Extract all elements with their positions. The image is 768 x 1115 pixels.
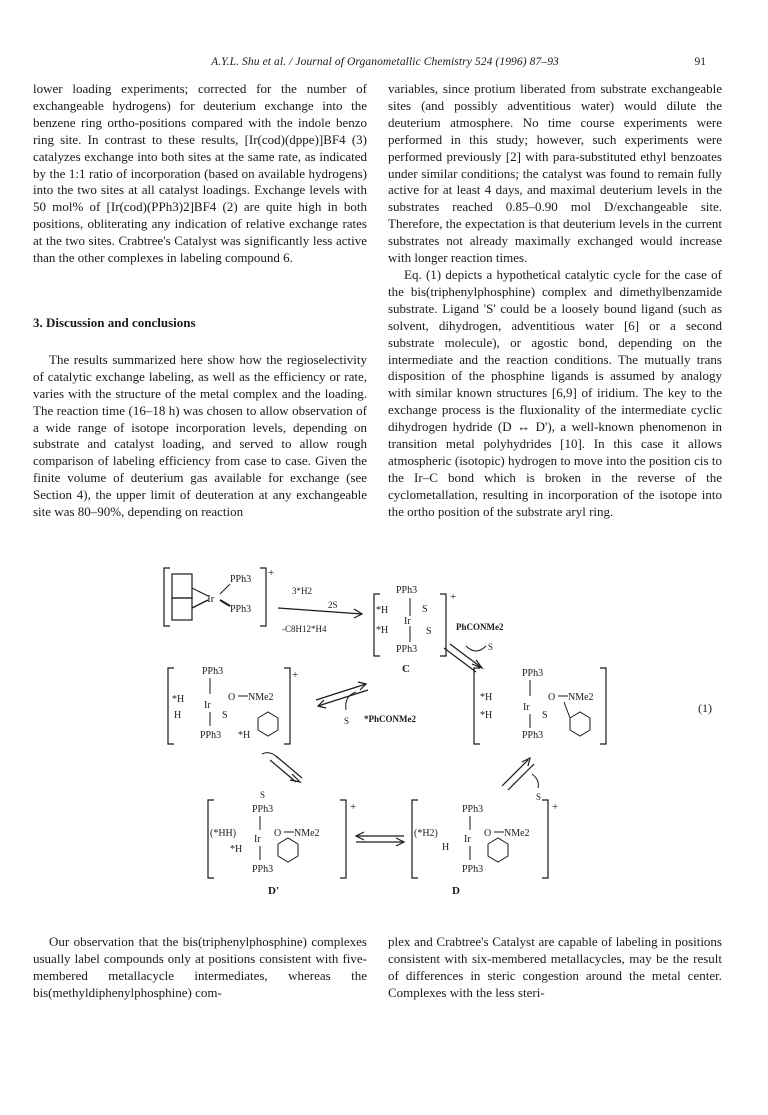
nme2-label: NMe2 — [294, 828, 320, 839]
hstar-label: *H — [480, 710, 493, 721]
paragraph-observation: Our observation that the bis(triphenylphosphine) complexes usually label compounds only at positions consistent with five-membered metallacycle intermediates, whereas the bis(methyldiphenylphosphine) com- — [33, 934, 367, 1000]
pph3-label: PPh3 — [396, 644, 418, 655]
nme2-label: NMe2 — [248, 692, 274, 703]
label-c: C — [402, 663, 410, 675]
pph3-label: PPh3 — [462, 804, 484, 815]
complex-left — [168, 666, 298, 744]
left-down-arrows — [260, 753, 302, 800]
s-ligand: S — [488, 642, 494, 652]
pph3-label: PPh3 — [200, 730, 222, 741]
arrow-c-to-right — [444, 642, 493, 672]
paragraph-continuation: plex and Crabtree's Catalyst are capable of labeling in positions consistent with six-membered metallacycles, may be the result of differences in steric congestion around the metal center. Complexes with the less steri- — [388, 934, 722, 1000]
complex-right — [474, 668, 606, 744]
substrate-star-label: *PhCONMe2 — [364, 714, 416, 724]
o-label: O — [274, 828, 282, 839]
pph3-label: PPh3 — [252, 804, 274, 815]
pph3-label: PPh3 — [202, 666, 224, 677]
catalytic-cycle-scheme — [150, 560, 750, 895]
right-column-top — [388, 81, 722, 521]
ir-label: Ir — [204, 700, 211, 711]
complex-d-prime — [208, 800, 356, 895]
hstar-label: *H — [230, 844, 243, 855]
arrow-to-c — [278, 586, 362, 634]
pph3-label: PPh3 — [522, 668, 544, 679]
hh-star-label: (*HH) — [210, 828, 237, 839]
o-label: O — [484, 828, 492, 839]
nme2-label: NMe2 — [504, 828, 530, 839]
ir-label: Ir — [464, 834, 471, 845]
d-dprime-equilibrium — [356, 832, 404, 846]
ir-label: Ir — [254, 834, 261, 845]
byproduct-label: -C8H12*H4 — [282, 624, 327, 634]
hstar-label: *H — [376, 605, 389, 616]
s-ligand: S — [422, 604, 428, 615]
h-label: H — [174, 710, 182, 721]
pph3-label: PPh3 — [252, 864, 274, 875]
right-up-arrows — [502, 758, 541, 802]
s-ligand: S — [536, 792, 542, 802]
ir-label: Ir — [523, 702, 530, 713]
hstar-label: *H — [238, 730, 251, 741]
paragraph-results-end: lower loading experiments; corrected for the number of exchangeable hydrogens) for deuterium exchange into the benzene ring ortho-positions compared with the indole benzo ring site. In contrast to these results, [Ir(cod)(dppe)]BF4 (3) catalyzes exchange into both sites at the same rate, as indicated by the 1:1 ratio of incorporation (based on available hydrogens) into the two sites at all catalyst loadings. Exchange levels with 50 mol% of [Ir(cod)(PPh3)2]BF4 (2) are quite high in both positions, obliterating any indication of relative exchange rates at the two sites. Crabtree's Catalyst was significantly less active than the other complexes in labeling compound 6. — [33, 81, 367, 266]
charge-plus: + — [292, 669, 299, 681]
hstar-label: *H — [172, 694, 185, 705]
running-head — [0, 56, 768, 72]
s-ligand: S — [426, 626, 432, 637]
reagent-h2: 3*H2 — [292, 586, 312, 596]
h-label: H — [442, 842, 450, 853]
charge-plus: + — [350, 801, 357, 813]
left-column-bottom — [33, 934, 367, 1002]
charge-plus: + — [268, 567, 275, 579]
pph3-label: PPh3 — [396, 585, 418, 596]
hstar-label: *H — [376, 625, 389, 636]
pph3-label: PPh3 — [230, 574, 252, 585]
h2-star-label: (*H2) — [414, 828, 438, 839]
page-number: 91 — [694, 56, 706, 68]
s-ligand: S — [260, 790, 266, 800]
middle-equilibrium — [316, 682, 416, 726]
s-ligand: S — [222, 710, 228, 721]
o-label: O — [228, 692, 236, 703]
charge-plus: + — [450, 591, 457, 603]
pph3-label: PPh3 — [462, 864, 484, 875]
equation-number: (1) — [698, 701, 712, 715]
pph3-label: PPh3 — [522, 730, 544, 741]
right-column-bottom — [388, 934, 722, 1002]
reagent-2s: 2S — [328, 600, 338, 610]
left-column-top — [33, 81, 367, 521]
paragraph-variables: variables, since protium liberated from substrate exchangeable sites (and possibly adventitious water) would dilute the deuterium atmosphere. No time course experiments were performed in this study; however, such experiments were performed previously [2] with para-substituted ethyl benzoates under similar conditions; the catalyst was found to remain fully active for at least 4 days, and maximal deuterium levels in the substrates reached 0.85–0.90 mol D/exchangeable site. Therefore, the expectation is that deuterium levels in the current substrates not already maximally exchanged would increase with longer reaction times. — [388, 81, 722, 266]
s-ligand: S — [542, 710, 548, 721]
ir-label: Ir — [404, 616, 411, 627]
label-d: D — [452, 885, 460, 895]
substrate-label: PhCONMe2 — [456, 622, 504, 632]
label-d-prime: D' — [268, 885, 279, 895]
pph3-label: PPh3 — [230, 604, 252, 615]
charge-plus: + — [552, 801, 559, 813]
nme2-label: NMe2 — [568, 692, 594, 703]
complex-d — [412, 800, 558, 895]
hstar-label: *H — [480, 692, 493, 703]
paragraph-discussion: The results summarized here show how the regioselectivity of catalytic exchange labeling, as well as the efficiency or rate, varies with the structure of the metal complex and the loading. The reaction time (16–18 h) was chosen to allow observation of a wide range of isotope incorporation levels, depending on substrate and catalyst loading, and served to allow rough comparison of labeling efficiency from case to case. Given the finite volume of deuterium gas available for exchange (see Section 4), the upper limit of deuteration at any exchangeable site was 80–90%, depending on reaction — [33, 351, 367, 520]
o-label: O — [548, 692, 556, 703]
section-heading: 3. Discussion and conclusions — [33, 314, 196, 330]
s-ligand: S — [344, 716, 350, 726]
ir-label: Ir — [207, 593, 215, 605]
paragraph-catalytic-cycle: Eq. (1) depicts a hypothetical catalytic cycle for the case of the bis(triphenylphosphine) complex and dimethylbenzamide substrate. Ligand 'S' could be a loosely bound ligand (such as solvent, dihydrogen, adventitious water [6] or a second substrate molecule), or agostic bond, depending on the intermediate and the reaction conditions. The mutually trans disposition of the phosphine ligands is assumed by analogy with similar known structures [6,9] of iridium. The key to the exchange process is the fluxionality of the intermediate cyclic dihydrogen hydride (D ↔ D'), a well-known phenomenon in transition metal polyhydrides [10]. In this case it allows atmospheric (isotopic) hydrogen to move into the position cis to the Ir–C bond which is broken in the reverse of the cyclometallation, resulting in incorporation of the isotope into the ortho position of the substrate aryl ring. — [388, 266, 722, 519]
cod-complex — [164, 567, 274, 626]
complex-c — [374, 585, 456, 675]
running-title: A.Y.L. Shu et al. / Journal of Organometallic Chemistry 524 (1996) 87–93 — [211, 56, 559, 68]
